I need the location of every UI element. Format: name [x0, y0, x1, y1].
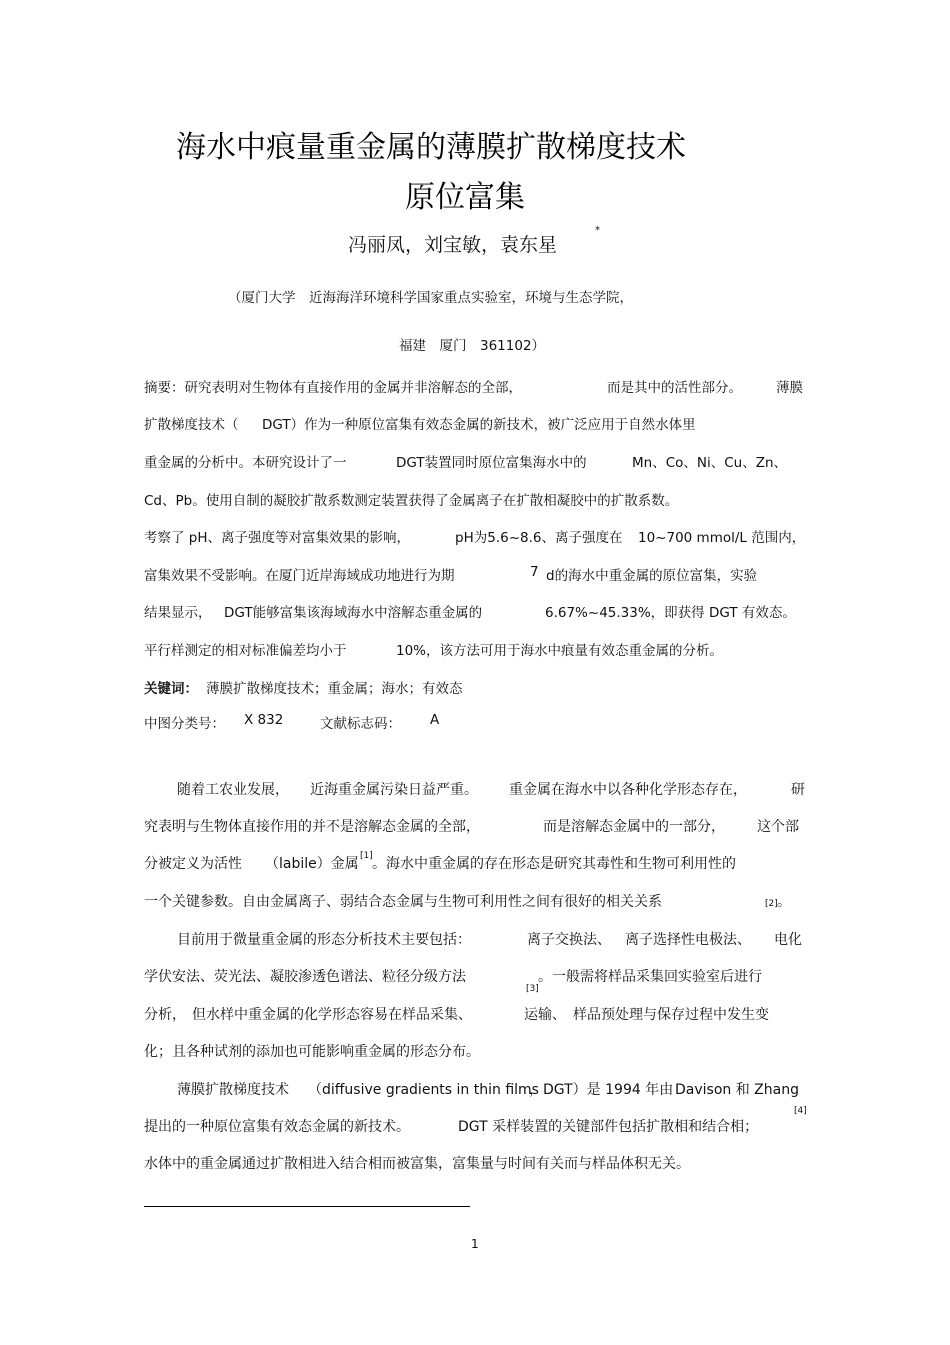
- body-text: 究表明与生物体直接作用的并不是溶解态金属的全部，: [144, 819, 480, 835]
- body-text: 而是溶解态金属中的一部分，: [543, 819, 725, 835]
- body-text: 离子选择性电极法、: [625, 932, 751, 948]
- page-number: 1: [471, 1237, 479, 1251]
- body-text: 分被定义为活性: [144, 856, 242, 872]
- abstract-line: 重金属的分析中。本研究设计了一: [144, 455, 347, 471]
- abstract-line: 7: [530, 564, 539, 580]
- body-text: 这个部: [757, 819, 799, 835]
- abstract-line: DGT）作为一种原位富集有效态金属的新技术，被广泛应用于自然水体里: [262, 417, 696, 433]
- body-text: 化；且各种试剂的添加也可能影响重金属的形态分布。: [144, 1044, 480, 1060]
- abstract-line: DGT能够富集该海域海水中溶解态重金属的: [224, 605, 483, 621]
- abstract-line: 摘要：研究表明对生物体有直接作用的金属并非溶解态的全部，: [144, 380, 522, 396]
- abstract-line: 10~700 mmol/L 范围内，: [638, 530, 806, 546]
- clc-label: 中图分类号：: [144, 716, 225, 732]
- body-text: 水体中的重金属通过扩散相进入结合相而被富集，富集量与时间有关而与样品体积无关。: [144, 1156, 690, 1172]
- body-text: Davison 和 Zhang: [675, 1082, 799, 1098]
- body-text: 运输、: [524, 1007, 566, 1023]
- body-text: 重金属在海水中以各种化学形态存在，: [509, 782, 747, 798]
- abstract-line: Mn、Co、Ni、Cu、Zn、: [632, 455, 788, 471]
- keywords-text: 薄膜扩散梯度技术；重金属；海水；有效态: [206, 681, 463, 697]
- body-text: 但水样中重金属的化学形态容易在样品采集、: [192, 1007, 472, 1023]
- abstract-line: 6.67%~45.33%，即获得 DGT 有效态。: [545, 605, 796, 621]
- body-text: 。一般需将样品采集回实验室后进行: [538, 969, 762, 985]
- author-list: 冯丽凤，刘宝敏，袁东星: [348, 234, 558, 256]
- abstract-line: 10%，该方法可用于海水中痕量有效态重金属的分析。: [396, 643, 724, 659]
- body-text: 研: [791, 782, 805, 798]
- affiliation-line2: 福建 厦门 361102）: [399, 338, 546, 354]
- abstract-line: 富集效果不受影响。在厦门近岸海域成功地进行为期: [144, 568, 455, 584]
- abstract-line: 结果显示，: [144, 605, 212, 621]
- body-text: （diffusive gradients in thin films: [308, 1082, 539, 1098]
- paper-title-line2: 原位富集: [405, 180, 525, 215]
- citation-ref[interactable]: [3]: [526, 984, 539, 994]
- abstract-line: DGT装置同时原位富集海水中的: [396, 455, 587, 471]
- paper-title-line1: 海水中痕量重金属的薄膜扩散梯度技术: [176, 130, 686, 165]
- doc-code-value: A: [430, 712, 440, 728]
- body-text: 随着工农业发展，: [177, 782, 289, 798]
- doc-code-label: 文献标志码：: [320, 716, 401, 732]
- keywords-label: 关键词：: [144, 681, 198, 697]
- body-text: 离子交换法、: [527, 932, 611, 948]
- body-text: 近海重金属污染日益严重。: [310, 782, 478, 798]
- body-text: 。海水中重金属的存在形态是研究其毒性和生物可利用性的: [372, 856, 736, 872]
- citation-ref[interactable]: [4]: [794, 1106, 807, 1116]
- body-text: 。: [777, 894, 791, 910]
- body-text: 一个关键参数。自由金属离子、弱结合态金属与生物可利用性之间有很好的相关关系: [144, 894, 662, 910]
- corresponding-author-mark: *: [595, 225, 600, 236]
- affiliation-line1: （厦门大学 近海海洋环境科学国家重点实验室，环境与生态学院，: [228, 290, 633, 306]
- body-text: 提出的一种原位富集有效态金属的新技术。: [144, 1119, 410, 1135]
- abstract-line: Cd、Pb。使用自制的凝胶扩散系数测定装置获得了金属离子在扩散相凝胶中的扩散系数。: [144, 493, 679, 509]
- abstract-line: pH为5.6~8.6、离子强度在: [455, 530, 623, 546]
- body-text: 目前用于微量重金属的形态分析技术主要包括：: [177, 932, 471, 948]
- abstract-line: 薄膜: [776, 380, 803, 396]
- abstract-line: 平行样测定的相对标准偏差均小于: [144, 643, 347, 659]
- citation-ref[interactable]: [2]: [765, 899, 778, 909]
- citation-ref[interactable]: [1]: [360, 851, 373, 861]
- body-text: 学伏安法、荧光法、凝胶渗透色谱法、粒径分级方法: [144, 969, 466, 985]
- body-text: DGT 采样装置的关键部件包括扩散相和结合相；: [458, 1119, 759, 1135]
- abstract-line: d的海水中重金属的原位富集，实验: [546, 568, 758, 584]
- body-text: 薄膜扩散梯度技术: [177, 1082, 289, 1098]
- body-text: （labile）金属: [265, 856, 359, 872]
- body-text: ，DGT）是 1994 年由: [529, 1082, 674, 1098]
- abstract-line: 扩散梯度技术（: [144, 417, 239, 433]
- clc-value: X 832: [244, 712, 284, 728]
- body-text: 分析，: [144, 1007, 186, 1023]
- footnote-divider: [144, 1206, 470, 1207]
- abstract-line: 考察了 pH、离子强度等对富集效果的影响，: [144, 530, 411, 546]
- body-text: 样品预处理与保存过程中发生变: [573, 1007, 769, 1023]
- body-text: 电化: [774, 932, 802, 948]
- abstract-line: 而是其中的活性部分。: [607, 380, 742, 396]
